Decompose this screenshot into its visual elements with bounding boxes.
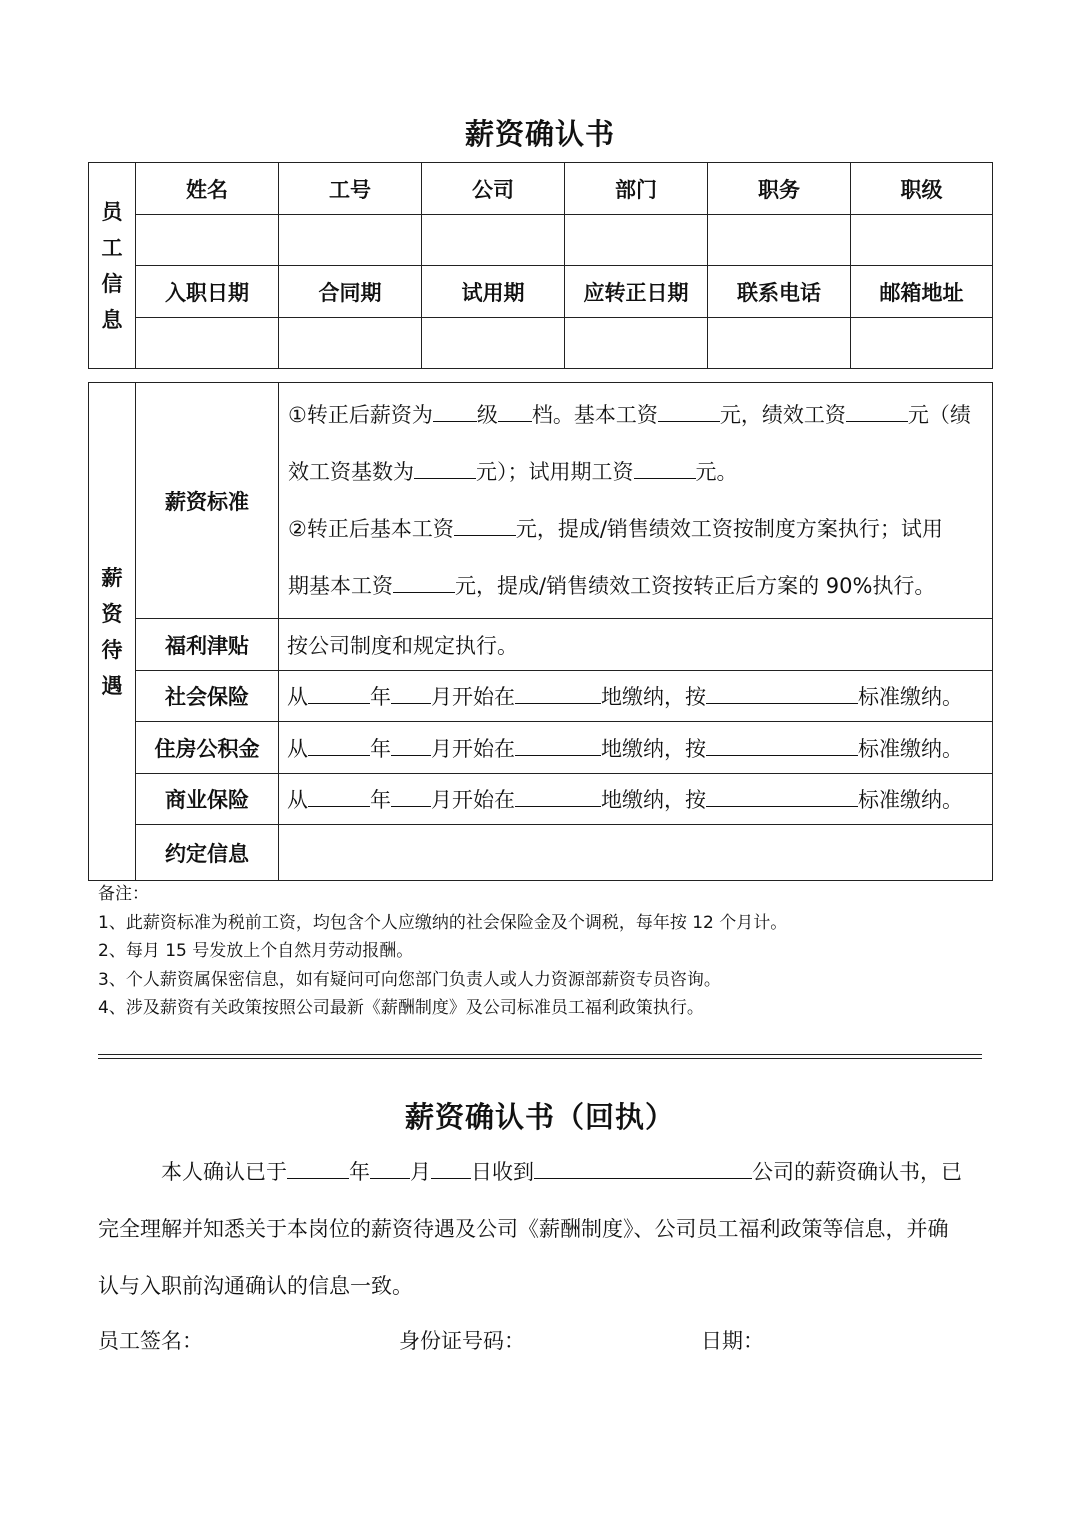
social-insurance-text: 从 年 月开始在 地缴纳，按 标准缴纳。 [279, 671, 993, 722]
notes [98, 880, 787, 1023]
receipt-title: 薪资确认书（回执） [404, 1100, 675, 1134]
header-contract-term: 合同期 [279, 266, 422, 318]
value-phone [708, 318, 851, 369]
value-position [708, 215, 851, 266]
header-name: 姓名 [136, 163, 279, 215]
receipt-body: 本人确认已于 年 月 日收到 公司的薪资确认书，已 完全理解并知悉关于本岗位的薪资待遇及公司《薪酬制度》、公司员工福利政策等信息，并确 认与入职前沟通确认的信息一致。 [98, 1160, 962, 1298]
welfare-label: 福利津贴 [136, 619, 279, 671]
header-department: 部门 [565, 163, 708, 215]
date-label: 日期： [701, 1329, 764, 1353]
value-employee-id [279, 215, 422, 266]
compensation-section-label: 薪 资 待 遇 [89, 383, 136, 881]
housing-fund-text: 从 年 月开始在 地缴纳，按 标准缴纳。 [279, 722, 993, 774]
value-probation [422, 318, 565, 369]
commercial-insurance-text: 从 年 月开始在 地缴纳，按 标准缴纳。 [279, 774, 993, 825]
header-position: 职务 [708, 163, 851, 215]
cut-line [98, 1054, 982, 1055]
value-company [422, 215, 565, 266]
commercial-insurance-label: 商业保险 [136, 774, 279, 825]
salary-standard-text: ①转正后薪资为 级 档。基本工资 元，绩效工资 元（绩 效工资基数为 元）；试用期工资 元。 ②转正后基本工资 元，提成/销售绩效工资按制度方案执行；试用 期基本工资 元，提成/销售绩效工资按转正后方案的 90%执行。 [279, 383, 993, 619]
page-title: 薪资确认书 [464, 117, 615, 151]
value-email [851, 318, 993, 369]
value-regularization-date [565, 318, 708, 369]
id-number-label: 身份证号码： [399, 1329, 525, 1353]
value-rank [851, 215, 993, 266]
notes-heading: 备注： [98, 884, 149, 904]
header-phone: 联系电话 [708, 266, 851, 318]
value-hire-date [136, 318, 279, 369]
agreed-info-value [279, 825, 993, 881]
header-rank: 职级 [851, 163, 993, 215]
note-item: 4、涉及薪资有关政策按照公司最新《薪酬制度》及公司标准员工福利政策执行。 [98, 998, 704, 1018]
value-name [136, 215, 279, 266]
salary-standard-label: 薪资标准 [136, 383, 279, 619]
value-contract-term [279, 318, 422, 369]
note-item: 2、每月 15 号发放上个自然月劳动报酬。 [98, 941, 414, 961]
compensation-table [88, 382, 993, 881]
header-regularization-date: 应转正日期 [565, 266, 708, 318]
cut-line [98, 1058, 982, 1059]
header-email: 邮箱地址 [851, 266, 993, 318]
header-hire-date: 入职日期 [136, 266, 279, 318]
welfare-text: 按公司制度和规定执行。 [279, 619, 993, 671]
header-company: 公司 [422, 163, 565, 215]
note-item: 1、此薪资标准为税前工资，均包含个人应缴纳的社会保险金及个调税，每年按 12 个月计。 [98, 912, 788, 933]
employee-info-table [88, 162, 993, 369]
note-item: 3、个人薪资属保密信息，如有疑问可向您部门负责人或人力资源部薪资专员咨询。 [98, 969, 721, 990]
employee-info-section-label: 员 工 信 息 [89, 163, 136, 369]
agreed-info-label: 约定信息 [136, 825, 279, 881]
header-employee-id: 工号 [279, 163, 422, 215]
housing-fund-label: 住房公积金 [136, 722, 279, 774]
social-insurance-label: 社会保险 [136, 671, 279, 722]
employee-signature-label: 员工签名： [98, 1329, 203, 1353]
header-probation: 试用期 [422, 266, 565, 318]
value-department [565, 215, 708, 266]
